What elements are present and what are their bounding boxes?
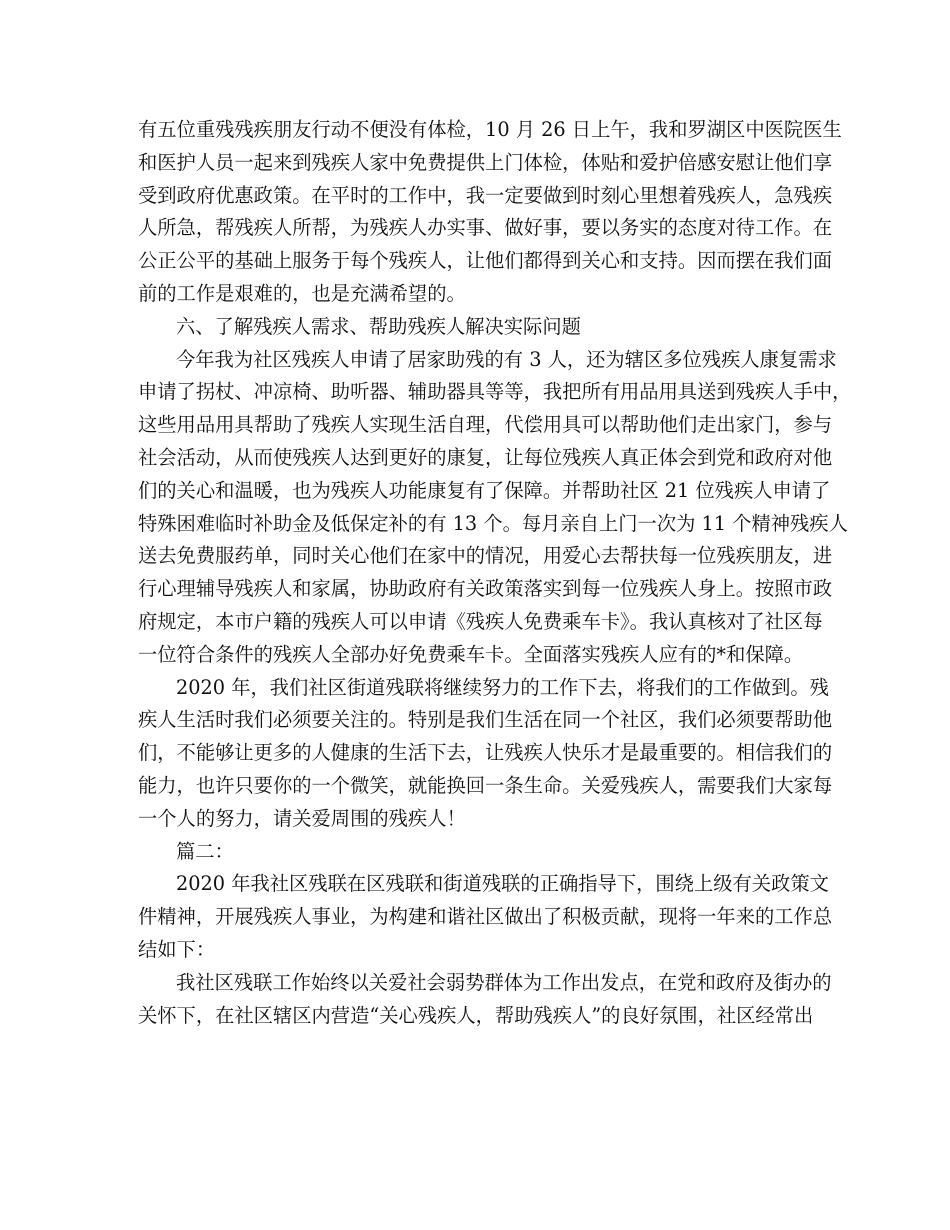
text-line: 一位符合条件的残疾人全部办好免费乘车卡。全面落实残疾人应有的*和保障。 [138, 642, 804, 666]
text-line: 件精神，开展残疾人事业，为构建和谐社区做出了积极贡献，现将一年来的工作总 [138, 905, 833, 929]
text-line: 公正公平的基础上服务于每个残疾人，让他们都得到关心和支持。因而摆在我们面 [138, 249, 833, 273]
text-line: 关怀下，在社区辖区内营造“关心残疾人，帮助残疾人”的良好氛围，社区经常出 [138, 1003, 814, 1027]
text-line: 2020 年，我们社区街道残联将继续努力的工作下去，将我们的工作做到。残 [176, 675, 829, 699]
text-line: 六、了解残疾人需求、帮助残疾人解决实际问题 [176, 314, 581, 338]
text-line: 疾人生活时我们必须要关注的。特别是我们生活在同一个社区，我们必须要帮助他 [138, 708, 833, 732]
text-line: 特殊困难临时补助金及低保定补的有 13 个。每月亲自上门一次为 11 个精神残疾人 [138, 511, 848, 535]
text-line: 今年我为社区残疾人申请了居家助残的有 3 人，还为辖区多位残疾人康复需求 [176, 347, 837, 371]
text-line: 送去免费服药单，同时关心他们在家中的情况，用爱心去帮扶每一位残疾朋友，进 [138, 544, 833, 568]
text-line: 和医护人员一起来到残疾人家中免费提供上门体检，体贴和爱护倍感安慰让他们享 [138, 150, 833, 174]
text-line: 这些用品用具帮助了残疾人实现生活自理，代偿用具可以帮助他们走出家门，参与 [138, 413, 833, 437]
text-line: 受到政府优惠政策。在平时的工作中，我一定要做到时刻心里想着残疾人，急残疾 [138, 183, 833, 207]
text-line: 篇二： [176, 839, 234, 863]
document-body [138, 114, 852, 1032]
text-line: 申请了拐杖、冲凉椅、助听器、辅助器具等等，我把所有用品用具送到残疾人手中， [138, 380, 852, 404]
text-line: 们的关心和温暖，也为残疾人功能康复有了保障。并帮助社区 21 位残疾人申请了 [138, 478, 831, 502]
text-line: 2020 年我社区残联在区残联和街道残联的正确指导下，围绕上级有关政策文 [176, 872, 829, 896]
text-line: 前的工作是艰难的，也是充满希望的。 [138, 281, 466, 305]
text-line: 们，不能够让更多的人健康的生活下去，让残疾人快乐才是最重要的。相信我们的 [138, 741, 833, 765]
text-line: 行心理辅导残疾人和家属，协助政府有关政策落实到每一位残疾人身上。按照市政 [138, 577, 833, 601]
text-line: 府规定，本市户籍的残疾人可以申请《残疾人免费乘车卡》。我认真核对了社区每 [138, 609, 823, 633]
text-line: 我社区残联工作始终以关爱社会弱势群体为工作出发点，在党和政府及街办的 [176, 970, 832, 994]
text-line: 一个人的努力，请关爱周围的残疾人！ [138, 806, 466, 830]
text-line: 社会活动，从而使残疾人达到更好的康复，让每位残疾人真正体会到党和政府对他 [138, 445, 833, 469]
text-line: 能力，也许只要你的一个微笑，就能换回一条生命。关爱残疾人，需要我们大家每 [138, 773, 833, 797]
text-line: 有五位重残残疾朋友行动不便没有体检，10 月 26 日上午，我和罗湖区中医院医生 [138, 118, 842, 141]
text-line: 结如下： [138, 937, 216, 961]
text-line: 人所急，帮残疾人所帮，为残疾人办实事、做好事，要以务实的态度对待工作。在 [138, 216, 833, 240]
